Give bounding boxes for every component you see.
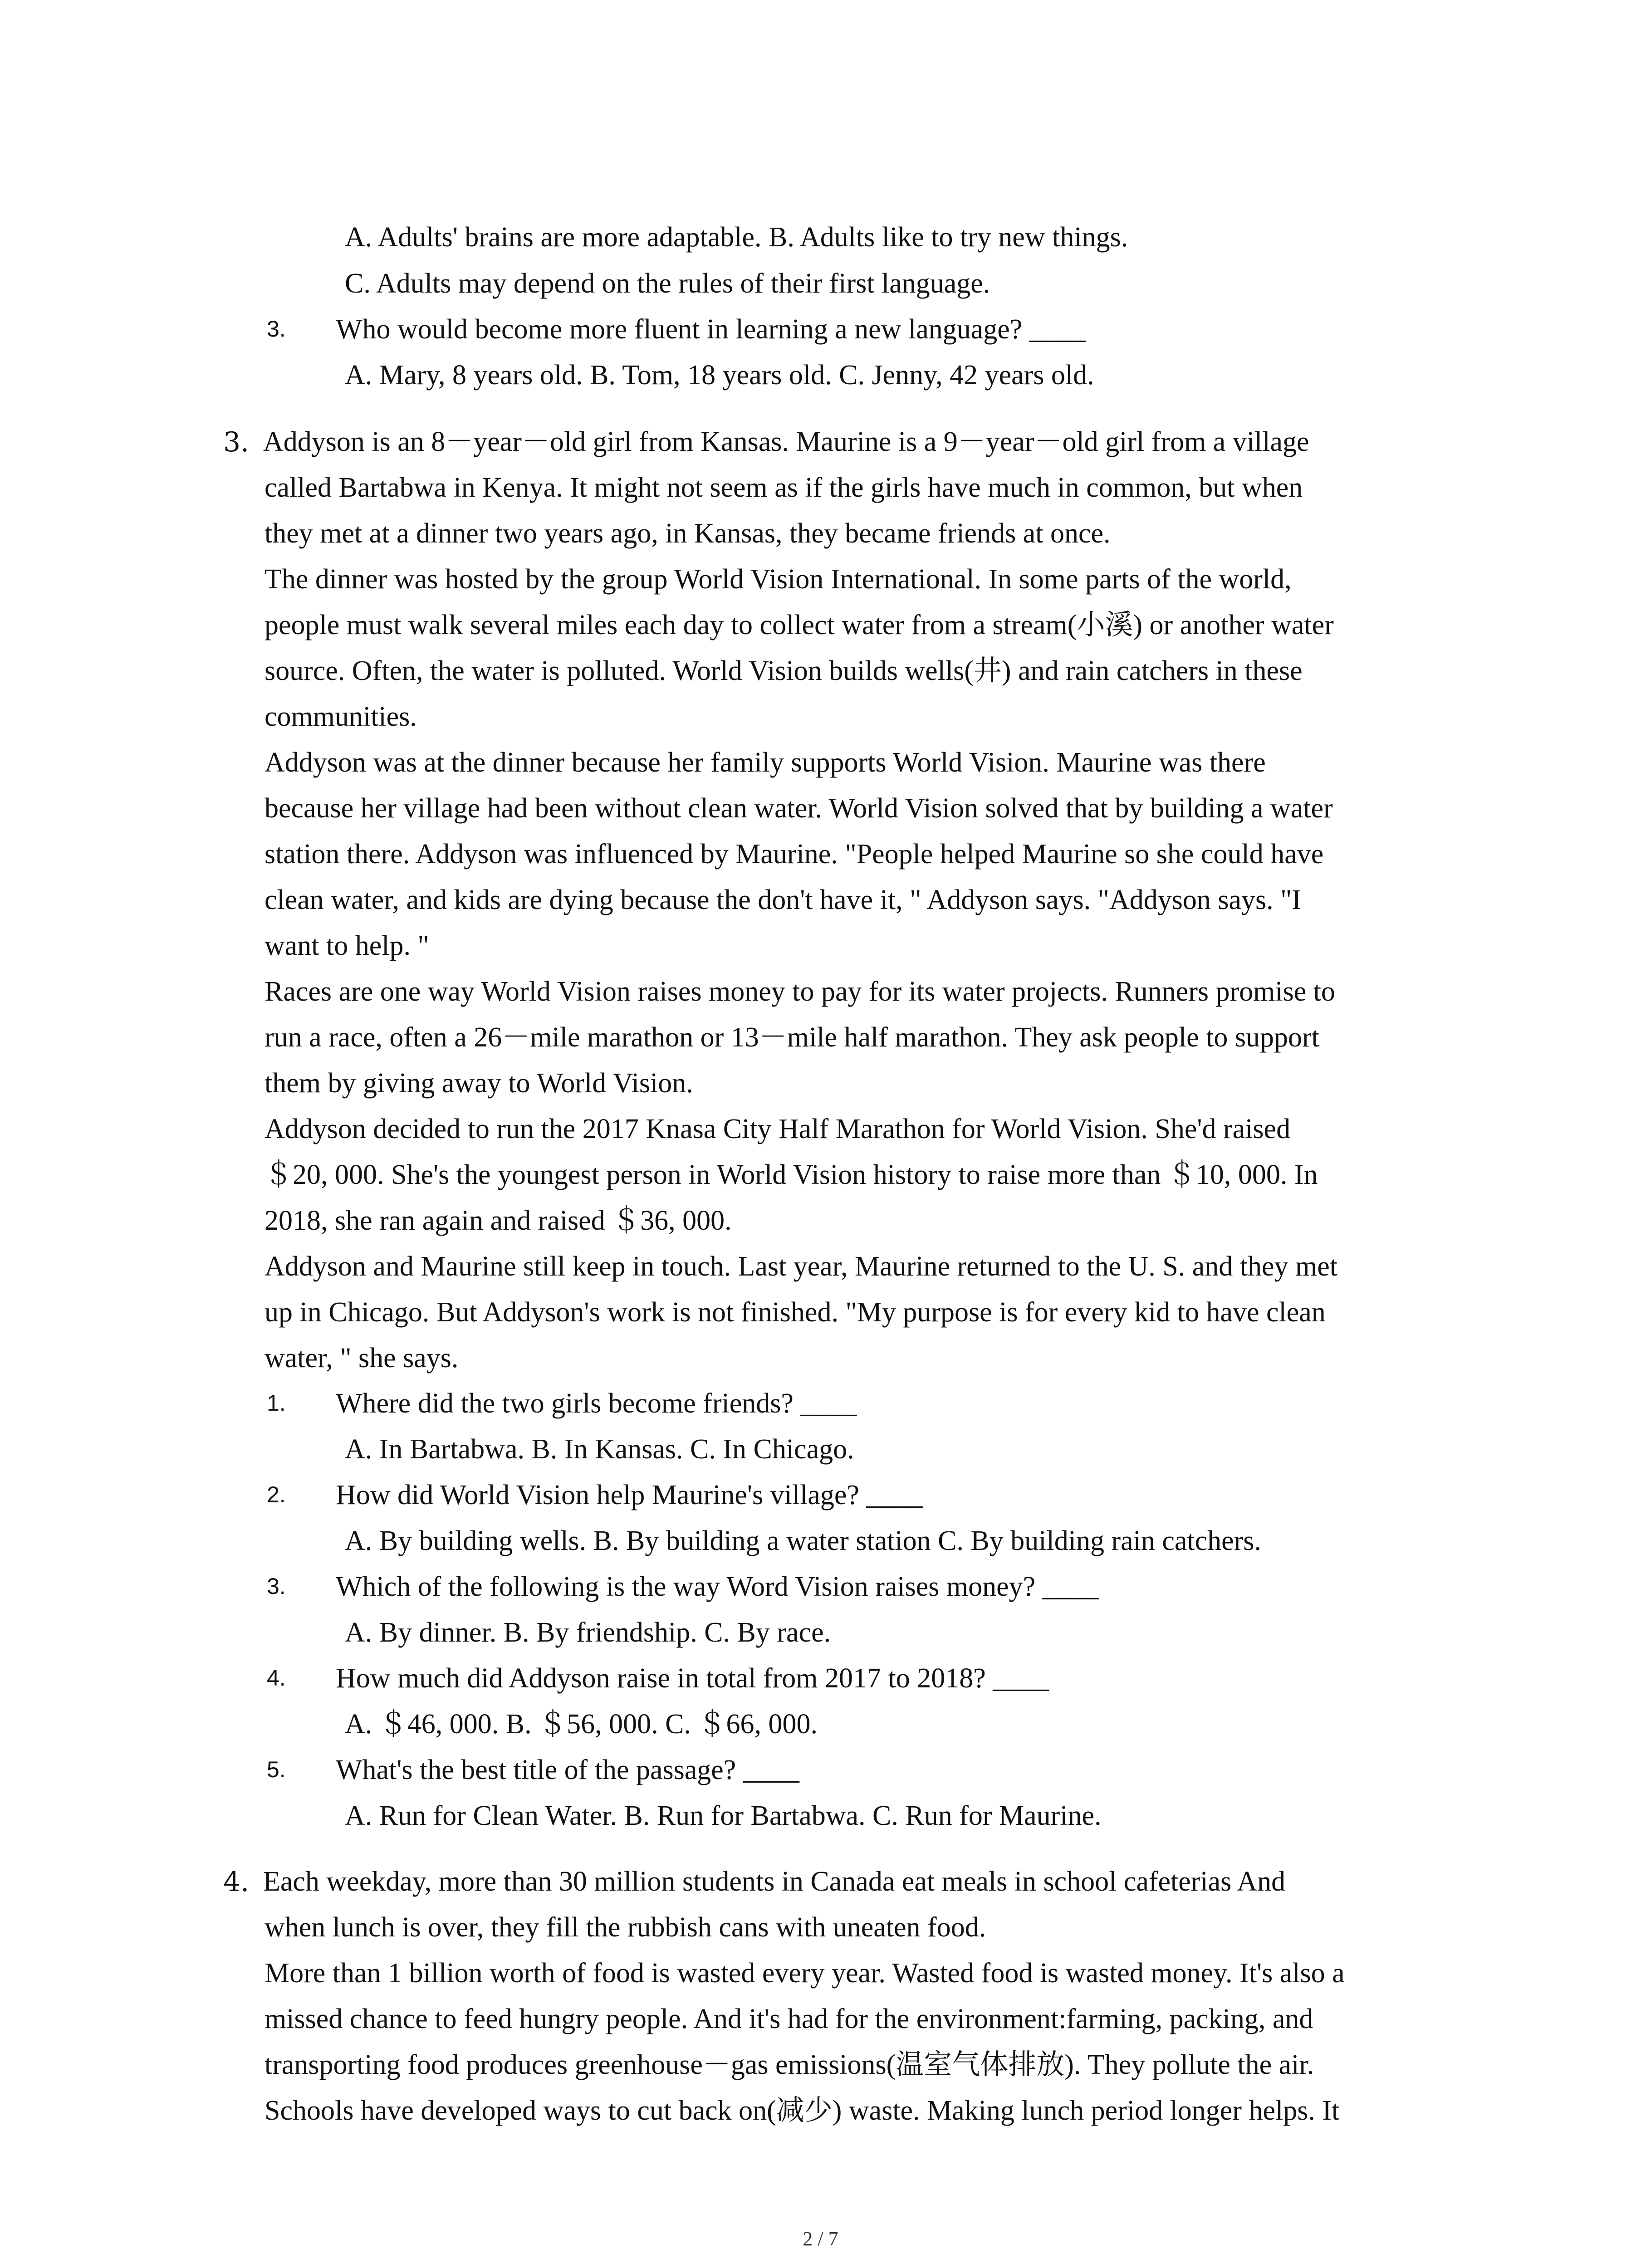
question-number: 1.: [267, 1390, 286, 1416]
question-number: 2.: [267, 1482, 286, 1507]
question-options: A. In Bartabwa. B. In Kansas. C. In Chicago.: [345, 1434, 854, 1465]
q2-option-line-1: A. Adults' brains are more adaptable. B. Adults like to try new things.: [345, 222, 1128, 253]
question-number: 3.: [267, 316, 286, 342]
passage-line: 2018, she ran again and raised ＄36, 000.: [265, 1205, 732, 1236]
question-number: 5.: [267, 1757, 286, 1782]
section-number: 3.: [223, 426, 250, 458]
passage-line: up in Chicago. But Addyson's work is not finished. "My purpose is for every kid to have clean: [265, 1297, 1326, 1328]
passage-line: clean water, and kids are dying because the don't have it, " Addyson says. "Addyson says. "I: [265, 885, 1302, 915]
question-text: What's the best title of the passage? ____: [336, 1755, 799, 1785]
question-number: 4.: [267, 1665, 286, 1691]
passage-line: source. Often, the water is polluted. World Vision builds wells(井) and rain catchers in these: [265, 655, 1303, 686]
passage-line: they met at a dinner two years ago, in Kansas, they became friends at once.: [265, 518, 1111, 549]
question-text: How much did Addyson raise in total from 2017 to 2018? ____: [336, 1663, 1049, 1694]
passage-line: More than 1 billion worth of food is wasted every year. Wasted food is wasted money. It's also a: [265, 1958, 1345, 1989]
passage-line: ＄20, 000. She's the youngest person in World Vision history to raise more than ＄10, 000. In: [265, 1159, 1318, 1190]
question-options: A. Mary, 8 years old. B. Tom, 18 years old. C. Jenny, 42 years old.: [345, 360, 1094, 391]
question-text: How did World Vision help Maurine's village? ____: [336, 1480, 923, 1510]
passage-line: communities.: [265, 701, 417, 732]
section-number: 4.: [223, 1866, 250, 1898]
question-number: 3.: [267, 1574, 286, 1599]
passage-line: called Bartabwa in Kenya. It might not seem as if the girls have much in common, but when: [265, 472, 1303, 503]
passage-line: Races are one way World Vision raises money to pay for its water projects. Runners promise to: [265, 976, 1335, 1007]
passage-line: transporting food produces greenhouse－gas emissions(温室气体排放). They pollute the air.: [265, 2049, 1314, 2080]
question-text: Where did the two girls become friends? ____: [336, 1388, 857, 1419]
passage-line: missed chance to feed hungry people. And it's had for the environment:farming, packing, and: [265, 2004, 1313, 2034]
passage-line: Addyson was at the dinner because her family supports World Vision. Maurine was there: [265, 747, 1266, 778]
passage-line: The dinner was hosted by the group World Vision International. In some parts of the world,: [265, 564, 1292, 595]
question-options: A. ＄46, 000. B. ＄56, 000. C. ＄66, 000.: [345, 1709, 818, 1740]
passage-line: run a race, often a 26－mile marathon or 13－mile half marathon. They ask people to support: [265, 1022, 1319, 1053]
passage-line: Each weekday, more than 30 million students in Canada eat meals in school cafeterias And: [263, 1866, 1286, 1897]
question-text: Who would become more fluent in learning a new language? ____: [336, 314, 1086, 345]
question-options: A. Run for Clean Water. B. Run for Bartabwa. C. Run for Maurine.: [345, 1800, 1102, 1831]
question-options: A. By building wells. B. By building a water station C. By building rain catchers.: [345, 1525, 1261, 1556]
passage-line: people must walk several miles each day to collect water from a stream(小溪) or another water: [265, 610, 1334, 640]
question-text: Which of the following is the way Word Vision raises money? ____: [336, 1571, 1099, 1602]
page-number: 2 / 7: [803, 2228, 838, 2250]
passage-line: Schools have developed ways to cut back on(减少) waste. Making lunch period longer helps. It: [265, 2095, 1340, 2126]
passage-line: when lunch is over, they fill the rubbish cans with uneaten food.: [265, 1912, 986, 1943]
passage-line: Addyson and Maurine still keep in touch. Last year, Maurine returned to the U. S. and they met: [265, 1251, 1337, 1282]
passage-line: Addyson decided to run the 2017 Knasa City Half Marathon for World Vision. She'd raised: [265, 1114, 1291, 1144]
q2-option-line-2: C. Adults may depend on the rules of their first language.: [345, 268, 990, 299]
passage-line: them by giving away to World Vision.: [265, 1068, 693, 1099]
passage-line: because her village had been without clean water. World Vision solved that by building a water: [265, 793, 1333, 824]
passage-line: want to help. ": [265, 930, 429, 961]
question-options: A. By dinner. B. By friendship. C. By race.: [345, 1617, 831, 1648]
passage-line: station there. Addyson was influenced by Maurine. "People helped Maurine so she could have: [265, 839, 1324, 870]
passage-line: Addyson is an 8－year－old girl from Kansas. Maurine is a 9－year－old girl from a village: [263, 426, 1309, 457]
passage-line: water, " she says.: [265, 1343, 459, 1374]
